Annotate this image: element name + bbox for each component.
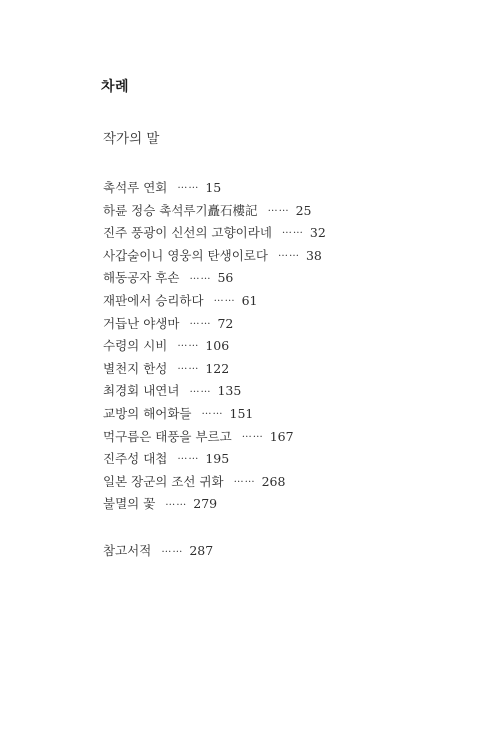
toc-leader: …… bbox=[177, 360, 200, 372]
toc-leader: …… bbox=[165, 496, 188, 508]
preface-entry: 작가의 말 bbox=[103, 131, 160, 147]
toc-page-number: 38 bbox=[305, 247, 322, 263]
toc-entry bbox=[103, 335, 326, 358]
toc-leader: …… bbox=[233, 473, 256, 485]
toc-entry-title: 사갑술이니 영웅의 탄생이로다 bbox=[103, 247, 268, 263]
toc-leader: …… bbox=[267, 202, 290, 214]
toc-page-number: 25 bbox=[295, 202, 312, 218]
toc-entry-title: 별천지 한성 bbox=[103, 360, 168, 376]
toc-page-number: 32 bbox=[309, 225, 326, 241]
toc-entry-title: 재판에서 승리하다 bbox=[103, 292, 204, 308]
toc-entry-title: 진주성 대첩 bbox=[103, 451, 168, 467]
toc-page-number: 61 bbox=[241, 292, 258, 308]
toc-leader: …… bbox=[201, 406, 224, 418]
toc-leader: …… bbox=[277, 247, 300, 259]
toc-leader: …… bbox=[177, 338, 200, 350]
toc-entry-title: 거듭난 야생마 bbox=[103, 315, 180, 331]
toc-entry-title: 수령의 시비 bbox=[103, 338, 168, 354]
toc-entry bbox=[103, 290, 326, 313]
toc-entry bbox=[103, 403, 326, 426]
toc-page-number: 268 bbox=[261, 473, 286, 489]
toc-entry bbox=[103, 245, 326, 268]
toc-page-number: 151 bbox=[229, 405, 254, 421]
toc-entry-title: 하륜 정승 촉석루기矗石樓記 bbox=[103, 202, 258, 218]
toc-page-number: 122 bbox=[205, 360, 230, 376]
toc-leader: …… bbox=[241, 428, 264, 440]
toc-entry-title: 불멸의 꽃 bbox=[103, 496, 156, 512]
toc-page-number: 72 bbox=[217, 315, 234, 331]
toc-leader: …… bbox=[281, 225, 304, 237]
toc-entry bbox=[103, 426, 326, 449]
toc-page-number: 56 bbox=[217, 270, 234, 286]
table-of-contents bbox=[103, 177, 326, 516]
toc-entry bbox=[103, 267, 326, 290]
toc-entry bbox=[103, 177, 326, 200]
toc-entry bbox=[103, 313, 326, 336]
toc-entry bbox=[103, 471, 326, 494]
toc-page-number: 287 bbox=[189, 543, 214, 558]
toc-page-number: 195 bbox=[205, 451, 230, 467]
toc-entry-title: 촉석루 연회 bbox=[103, 180, 168, 195]
toc-leader: …… bbox=[189, 383, 212, 395]
toc-leader: …… bbox=[177, 180, 200, 192]
toc-entry bbox=[103, 200, 326, 223]
toc-leader: …… bbox=[161, 543, 184, 555]
toc-entry bbox=[103, 222, 326, 245]
toc-entry-title: 먹구름은 태풍을 부르고 bbox=[103, 428, 232, 444]
toc-entry bbox=[103, 358, 326, 381]
references-title: 참고서적 bbox=[103, 543, 152, 558]
toc-page-number: 106 bbox=[205, 338, 230, 354]
toc-page-number: 279 bbox=[193, 496, 218, 512]
toc-entry-title: 일본 장군의 조선 귀화 bbox=[103, 473, 224, 489]
toc-entry bbox=[103, 493, 326, 516]
toc-leader: …… bbox=[213, 293, 236, 305]
toc-leader: …… bbox=[177, 451, 200, 463]
references-entry bbox=[103, 541, 213, 562]
toc-entry-title: 최경회 내연녀 bbox=[103, 383, 180, 399]
toc-page-number: 135 bbox=[217, 383, 242, 399]
toc-leader: …… bbox=[189, 315, 212, 327]
toc-leader: …… bbox=[189, 270, 212, 282]
toc-entry-title: 교방의 해어화들 bbox=[103, 405, 192, 421]
page-title: 차례 bbox=[101, 79, 130, 95]
toc-entry-title: 진주 풍광이 신선의 고향이라네 bbox=[103, 225, 272, 241]
toc-entry bbox=[103, 448, 326, 471]
toc-entry-title: 해동공자 후손 bbox=[103, 270, 180, 286]
toc-page-number: 167 bbox=[269, 428, 294, 444]
toc-page-number: 15 bbox=[205, 180, 222, 195]
toc-entry bbox=[103, 380, 326, 403]
